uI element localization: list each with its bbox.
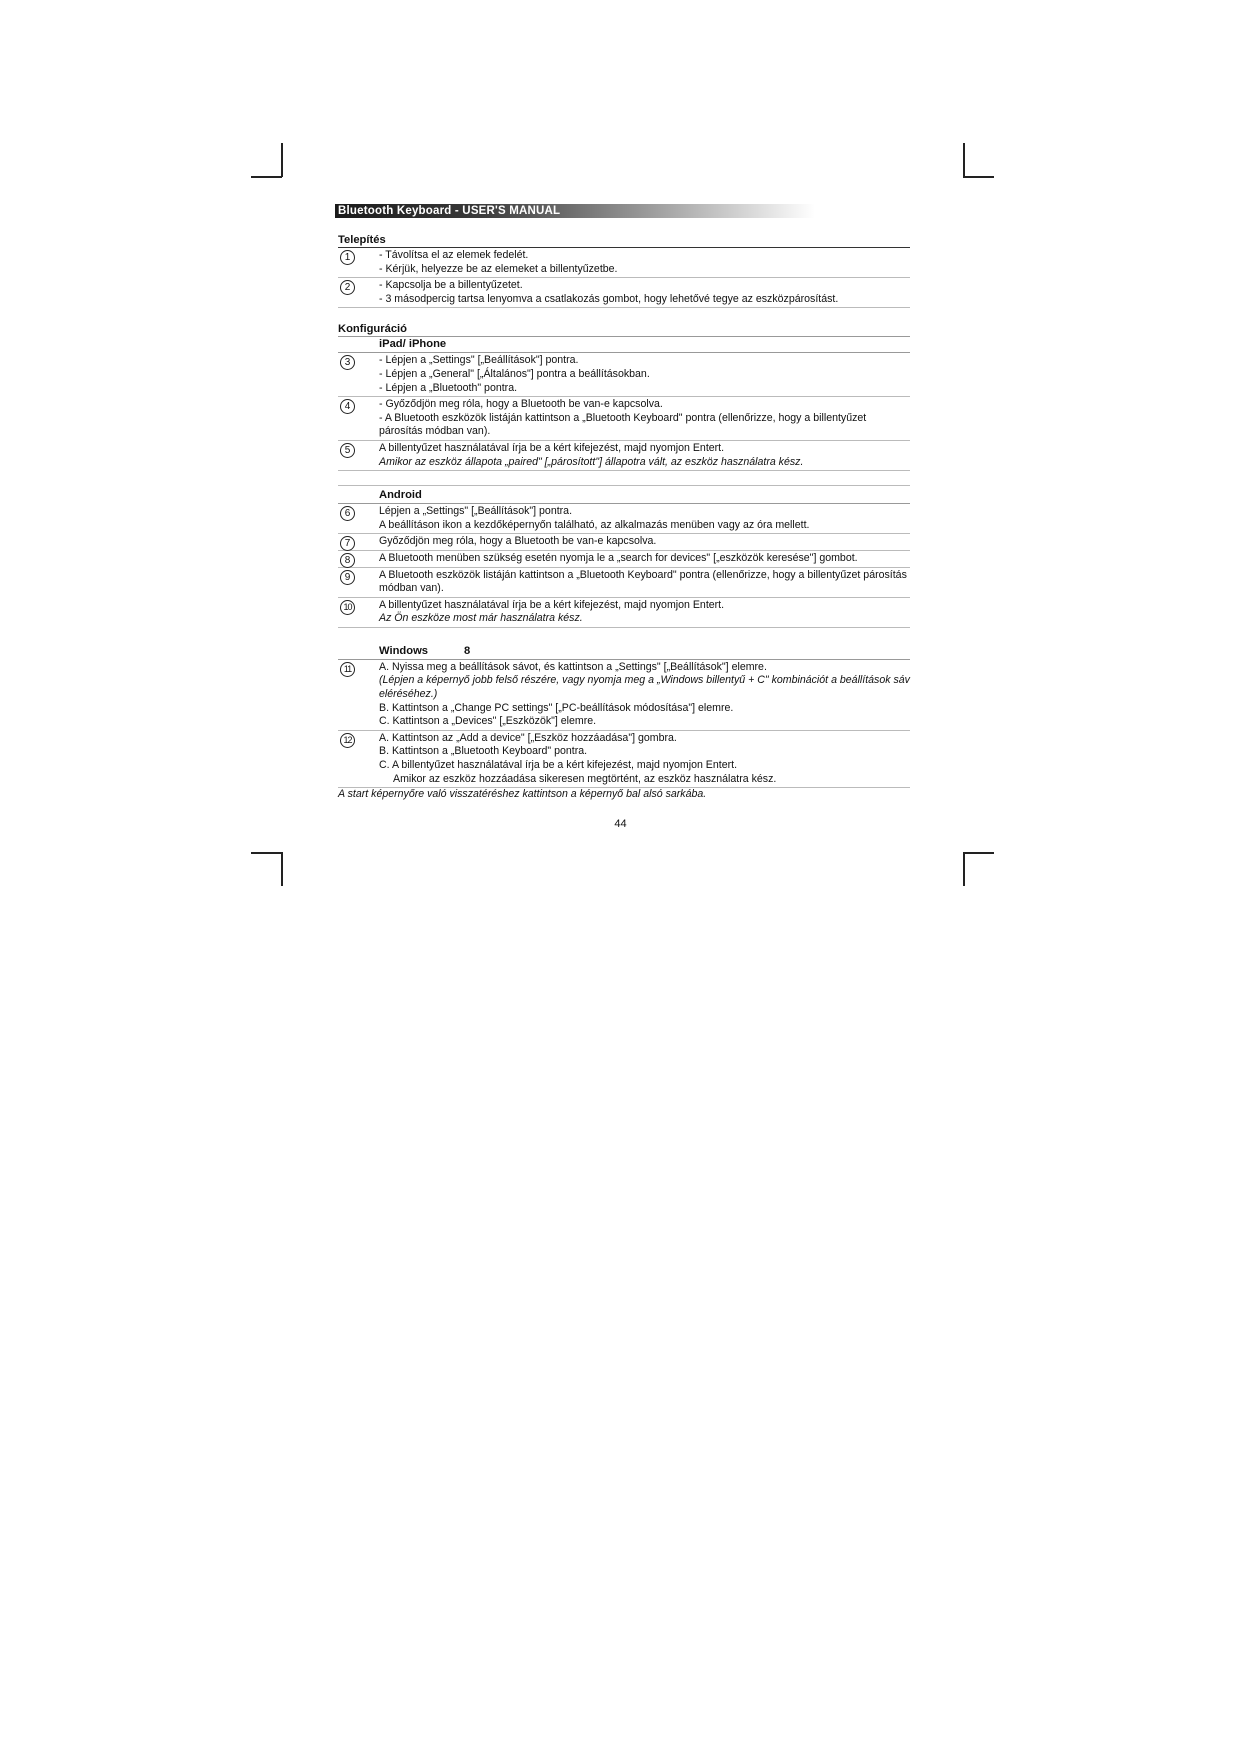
step-line: Lépjen a „Settings" [„Beállítások"] pontra. (379, 505, 573, 518)
windows-version: 8 (464, 644, 471, 657)
step-line: - 3 másodpercig tartsa lenyomva a csatlakozás gombot, hogy lehetővé tegye az eszközpárosítást. (379, 292, 839, 305)
step-line: Amikor az eszköz hozzáadása sikeresen megtörtént, az eszköz használatra kész. (393, 772, 777, 785)
step-number-3: 3 (340, 355, 355, 370)
windows-title: Windows (379, 644, 428, 657)
crop-mark-top-right-h (963, 176, 994, 178)
step-line: A Bluetooth eszközök listáján kattintson a „Bluetooth Keyboard" pontra (ellenőrizze, hogy a billentyűzet párosítás módban van). (379, 568, 907, 595)
step-5 (338, 441, 910, 471)
step-12 (338, 731, 910, 788)
step-6 (338, 504, 910, 534)
step-9 (338, 568, 910, 598)
step-7 (338, 534, 910, 551)
step-line: - Kapcsolja be a billentyűzetet. (379, 279, 523, 292)
subsection-title-windows (338, 644, 910, 660)
manual-header-title: Bluetooth Keyboard - USER'S MANUAL (338, 205, 561, 217)
step-line: C. A billentyűzet használatával írja be a kért kifejezést, majd nyomjon Entert. (379, 759, 738, 772)
crop-mark-bottom-left-v (281, 852, 283, 886)
step-line: A. Kattintson az „Add a device" [„Eszköz hozzáadása"] gombra. (379, 731, 677, 744)
step-line: B. Kattintson a „Bluetooth Keyboard" pontra. (379, 745, 588, 758)
page-number: 44 (614, 818, 627, 830)
step-note: Amikor az eszköz állapota „paired" [„párosított"] állapotra vált, az eszköz használatra kész. (379, 455, 804, 468)
step-number-7: 7 (340, 536, 355, 551)
subsection-title-android: Android (338, 488, 910, 504)
step-line: - Lépjen a „Bluetooth" pontra. (379, 381, 518, 394)
step-note: (Lépjen a képernyő jobb felső részére, vagy nyomja meg a „Windows billentyű + C" kombinációt a beállítások sáv eléréséhez.) (379, 674, 910, 701)
step-11 (338, 660, 910, 731)
section-title-install: Telepítés (338, 233, 910, 248)
step-number-5: 5 (340, 443, 355, 458)
step-number-12: 12 (340, 733, 355, 748)
step-number-8: 8 (340, 553, 355, 568)
crop-mark-top-left-h (251, 176, 282, 178)
step-number-4: 4 (340, 399, 355, 414)
step-number-10: 10 (340, 600, 355, 615)
step-line: - Kérjük, helyezze be az elemeket a billentyűzetbe. (379, 262, 618, 275)
step-number-2: 2 (340, 280, 355, 295)
step-number-1: 1 (340, 250, 355, 265)
step-line: - Lépjen a „General" [„Általános"] pontra a beállításokban. (379, 367, 650, 380)
step-line: - Győződjön meg róla, hogy a Bluetooth be van-e kapcsolva. (379, 398, 663, 411)
step-line: A billentyűzet használatával írja be a kért kifejezést, majd nyomjon Entert. (379, 598, 725, 611)
step-number-11: 11 (340, 662, 355, 677)
crop-mark-top-left-v (281, 143, 283, 177)
step-line: Győződjön meg róla, hogy a Bluetooth be van-e kapcsolva. (379, 535, 657, 548)
step-line: - Távolítsa el az elemek fedelét. (379, 249, 529, 261)
step-line: A. Nyissa meg a beállítások sávot, és kattintson a „Settings" [„Beállítások"] elemre. (379, 660, 767, 673)
step-1 (338, 248, 910, 278)
step-line: C. Kattintson a „Devices" [„Eszközök"] elemre. (379, 715, 597, 728)
crop-mark-bottom-left-h (251, 852, 282, 854)
step-line: - Lépjen a „Settings" [„Beállítások"] pontra. (379, 354, 579, 367)
subsection-title-ipad: iPad/ iPhone (338, 337, 910, 353)
step-4 (338, 397, 910, 441)
manual-content (338, 233, 910, 802)
footer-note: A start képernyőre való visszatéréshez kattintson a képernyő bal alsó sarkába. (338, 788, 707, 801)
step-line: A Bluetooth menüben szükség esetén nyomja le a „search for devices" [„eszközök keresése"] gombot. (379, 551, 858, 564)
section-title-config: Konfiguráció (338, 322, 910, 337)
step-line: A billentyűzet használatával írja be a kért kifejezést, majd nyomjon Entert. (379, 441, 725, 454)
crop-mark-top-right-v (963, 143, 965, 177)
step-8 (338, 551, 910, 568)
step-3 (338, 353, 910, 397)
step-line: A beállításon ikon a kezdőképernyőn található, az alkalmazás menüben vagy az óra mellett. (379, 518, 810, 531)
step-2 (338, 278, 910, 308)
step-note: Az Ön eszköze most már használatra kész. (379, 612, 583, 625)
step-line: B. Kattintson a „Change PC settings" [„PC-beállítások módosítása"] elemre. (379, 701, 734, 714)
step-10 (338, 598, 910, 628)
step-number-9: 9 (340, 570, 355, 585)
crop-mark-bottom-right-h (963, 852, 994, 854)
step-number-6: 6 (340, 506, 355, 521)
crop-mark-bottom-right-v (963, 852, 965, 886)
step-line: - A Bluetooth eszközök listáján kattintson a „Bluetooth Keyboard" pontra (ellenőrizze, hogy a billentyűzet párosítás módban van). (379, 411, 867, 438)
